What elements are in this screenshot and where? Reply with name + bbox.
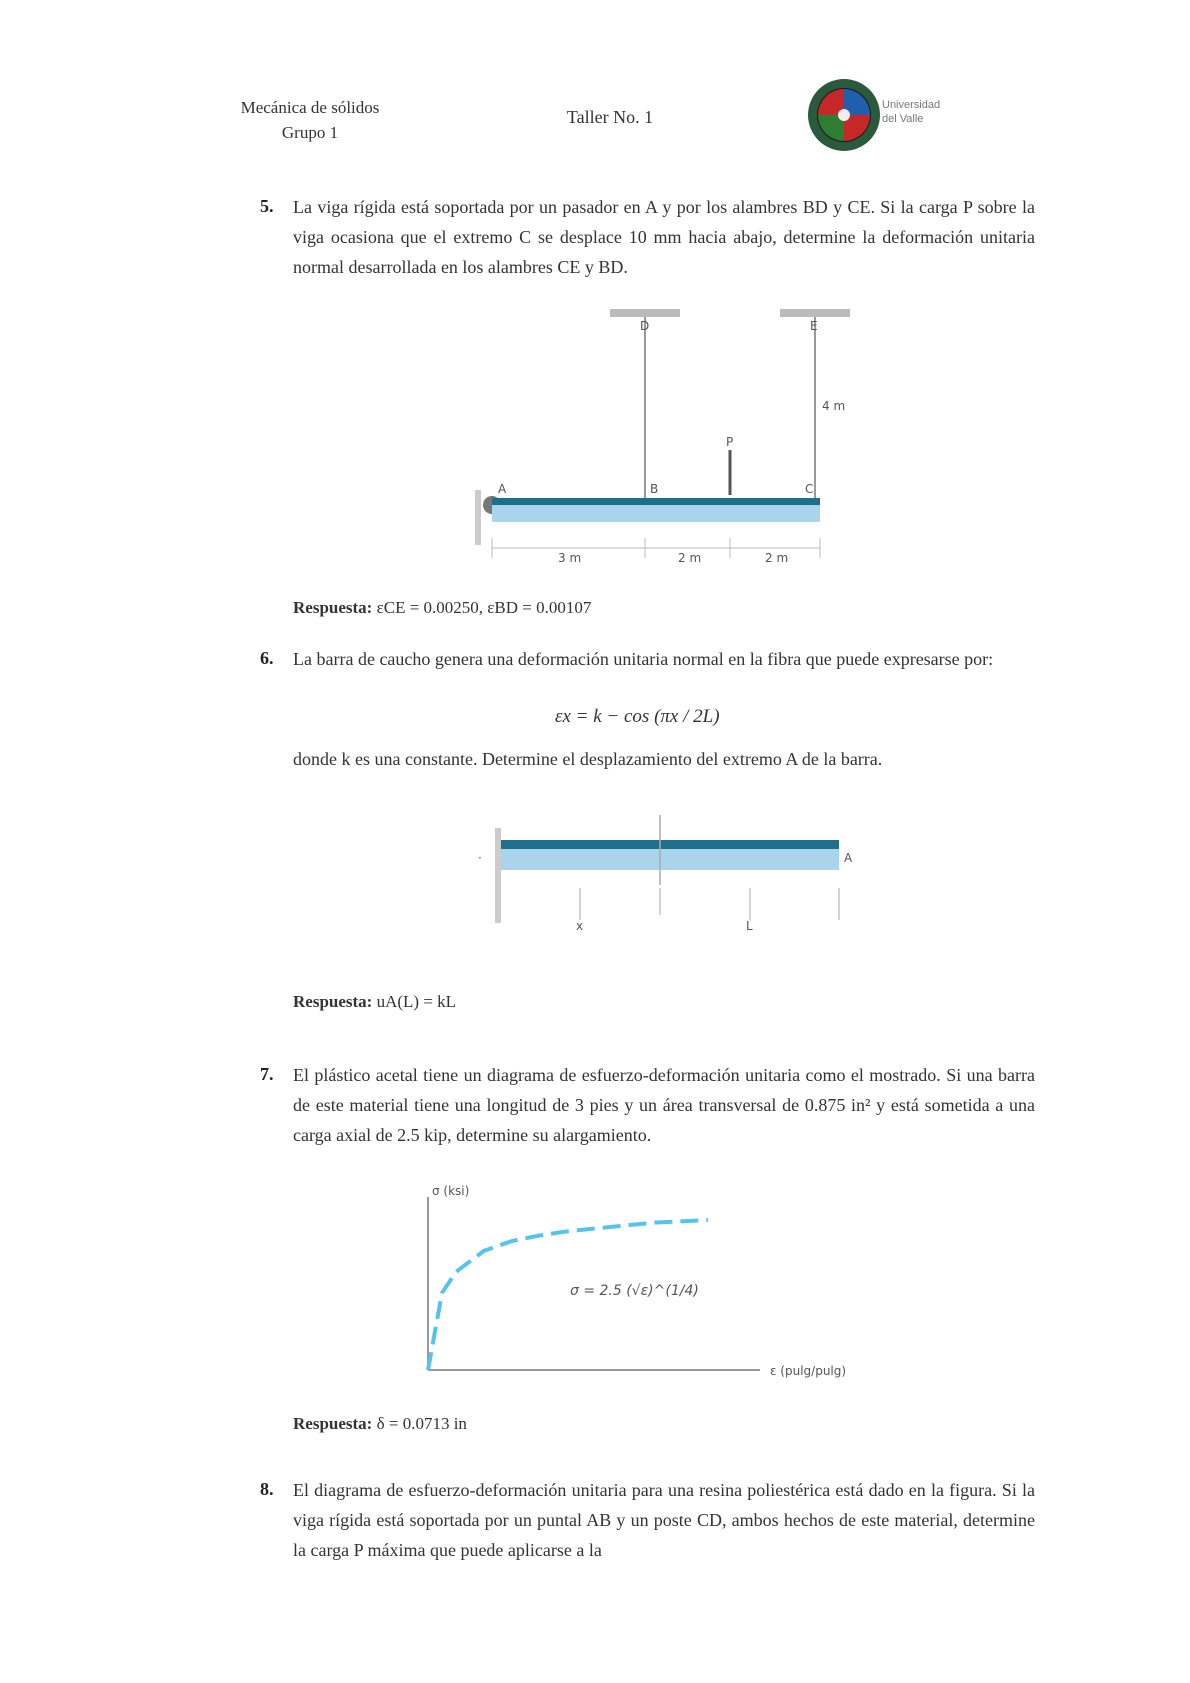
problem-5-answer: Respuesta: εCE = 0.00250, εBD = 0.00107 (293, 598, 592, 617)
problem-7-number: 7. (260, 1064, 274, 1084)
problem-7-answer: Respuesta: δ = 0.0713 in (293, 1414, 467, 1433)
ceiling-support-e (780, 309, 850, 317)
problem-6-number: 6. (260, 648, 274, 668)
logo-text: Universidad del Valle (882, 99, 941, 125)
problem-6-text: La barra de caucho genera una deformación unitaria normal en la fibra que puede expresarse por: (293, 649, 994, 669)
course-name: Mecánica de sólidos (240, 98, 380, 117)
label-origin: · (478, 851, 482, 865)
problem-7-text: El plástico acetal tiene un diagrama de esfuerzo-deformación unitaria como el mostrado. Si una barra de este material tiene una longitud de 3 pies y un área transversal de 0.875 in² y está sometida a una carga axial de 2.5 kip, determine su alargamiento. (293, 1065, 1035, 1145)
label-p: P (726, 435, 734, 449)
curve-equation: σ = 2.5 (√ε)^(1/4) (570, 1283, 699, 1299)
ceiling-support-d (610, 309, 680, 317)
problem-6-figure (470, 800, 860, 933)
problem-6-equation: εx = k − cos (πx / 2L) (555, 706, 720, 727)
problem-5-number: 5. (260, 196, 274, 216)
label-x: x (576, 919, 584, 933)
label-a: A (498, 482, 507, 496)
label-d: D (640, 319, 650, 333)
stress-strain-chart (410, 1185, 890, 1385)
label-a: A (844, 851, 853, 865)
problem-8-number: 8. (260, 1479, 274, 1499)
label-e: E (810, 319, 818, 333)
x-axis-label: ε (pulg/pulg) (770, 1364, 847, 1378)
wall (495, 828, 501, 923)
label-b: B (650, 482, 659, 496)
problem-6-answer: Respuesta: uA(L) = kL (293, 992, 457, 1011)
problem-8-text: El diagrama de esfuerzo-deformación unitaria para una resina poliestérica está dado en la figura. Si la viga rígida está soportada por un puntal AB y un poste CD, ambos hechos de este material, determine la carga P máxima que puede aplicarse a la (293, 1480, 1035, 1560)
dim-bp: 2 m (678, 551, 702, 565)
dim-pc: 2 m (765, 551, 789, 565)
problem-6-text-after: donde k es una constante. Determine el desplazamiento del extremo A de la barra. (293, 749, 883, 769)
problem-5-text: La viga rígida está soportada por un pasador en A y por los alambres BD y CE. Si la carga P sobre la viga ocasiona que el extremo C se desplace 10 mm hacia abajo, determine la deformación unitaria normal desarrollada en los alambres CE y BD. (293, 197, 1035, 277)
dim-ab: 3 m (558, 551, 582, 565)
group-name: Grupo 1 (281, 123, 339, 142)
header-title: Taller No. 1 (566, 107, 654, 127)
label-c: C (805, 482, 814, 496)
problem-5-figure (470, 300, 846, 565)
y-axis-label: σ (ksi) (432, 1184, 470, 1198)
label-l: L (746, 919, 753, 933)
wall (475, 490, 481, 545)
dim-wire-ce: 4 m (822, 399, 846, 413)
header-course (215, 95, 405, 145)
